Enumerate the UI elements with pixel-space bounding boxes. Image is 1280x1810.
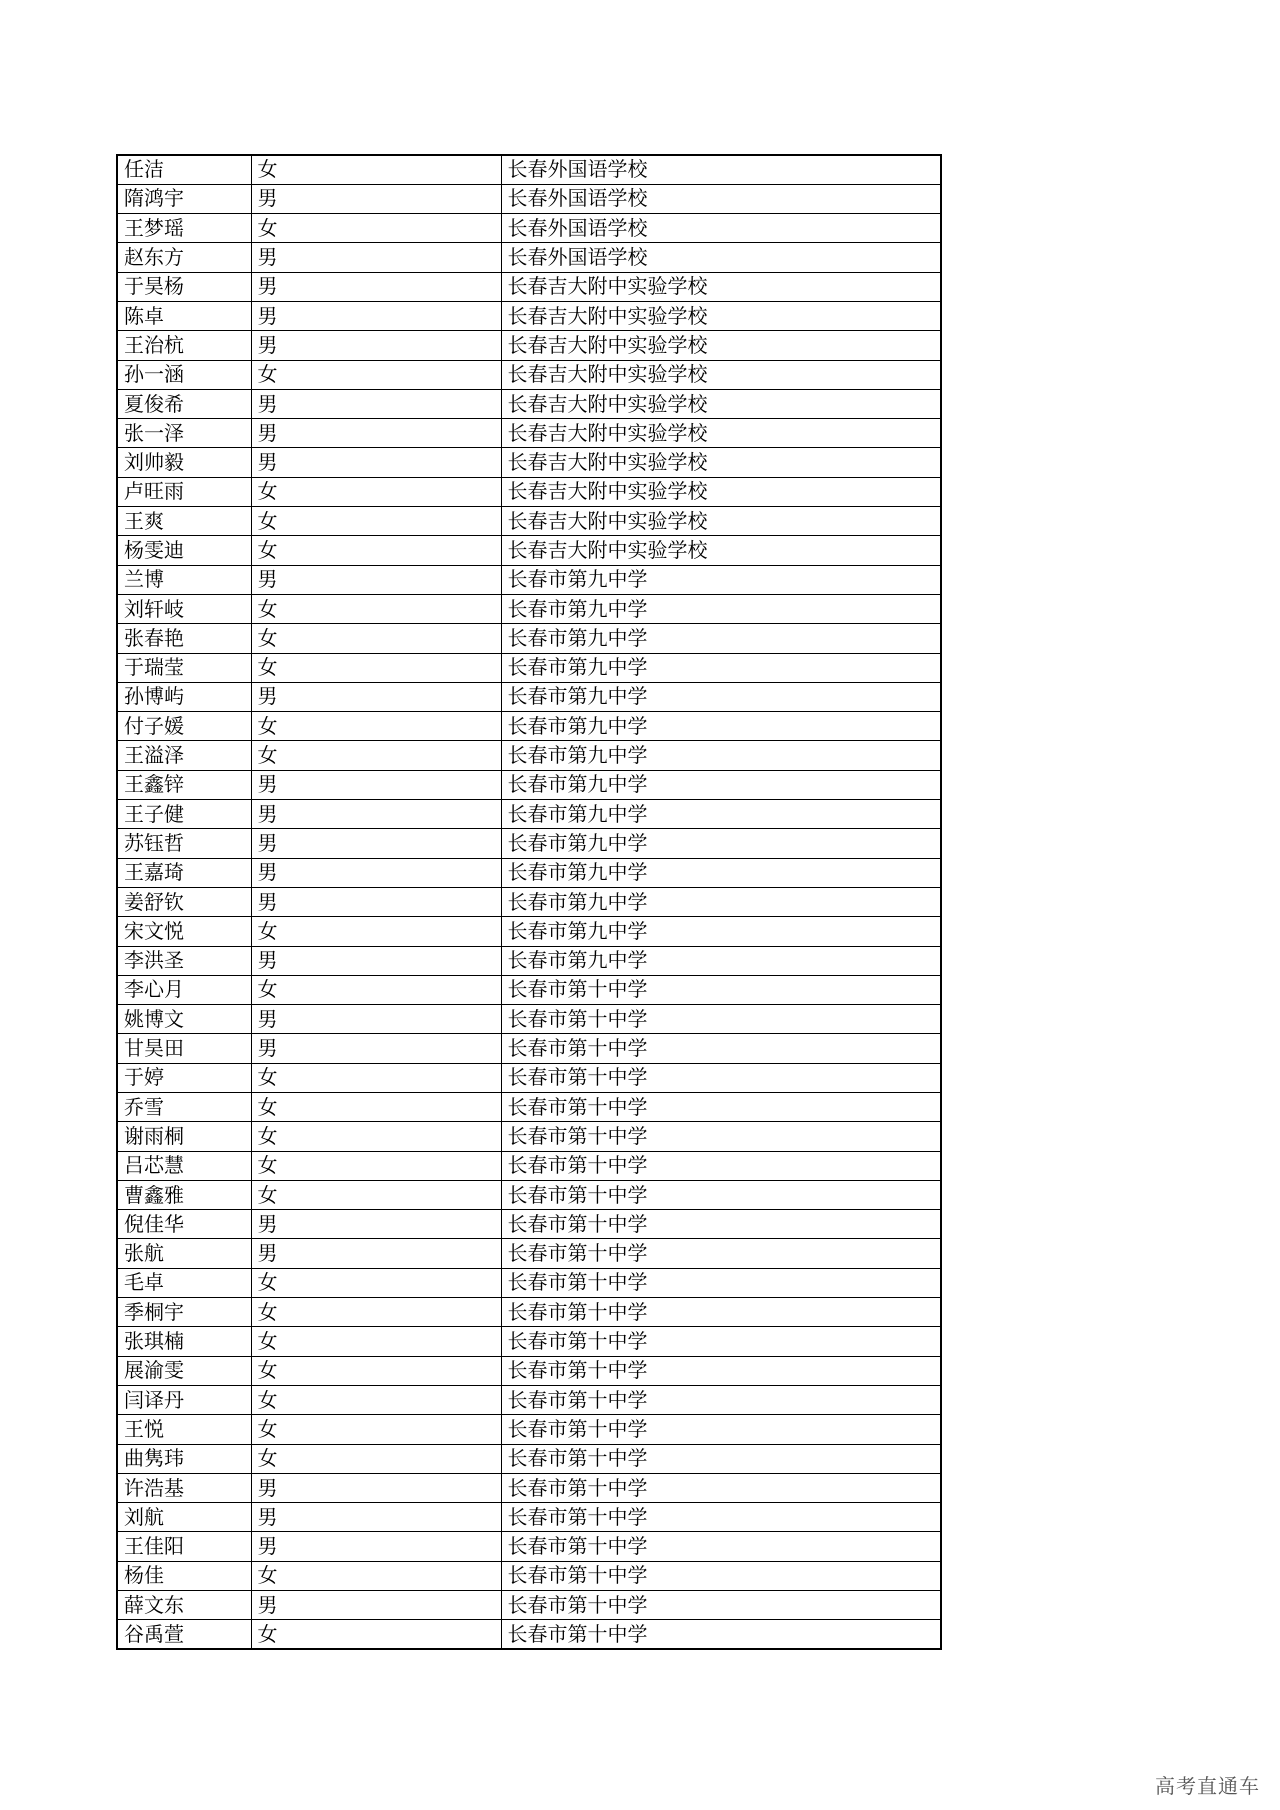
school-cell: 长春市第十中学 (501, 1503, 941, 1532)
table-row (117, 1385, 941, 1414)
gender-cell: 男 (251, 858, 501, 887)
student-name-cell: 刘航 (117, 1503, 251, 1532)
table-row (117, 1327, 941, 1356)
school-cell: 长春市第九中学 (501, 594, 941, 623)
gender-cell: 女 (251, 653, 501, 682)
roster-body (117, 155, 941, 1649)
table-row (117, 301, 941, 330)
table-row (117, 712, 941, 741)
table-row (117, 331, 941, 360)
school-cell: 长春市第九中学 (501, 917, 941, 946)
school-cell: 长春外国语学校 (501, 243, 941, 272)
gender-cell: 男 (251, 1005, 501, 1034)
gender-cell: 女 (251, 214, 501, 243)
table-row (117, 1298, 941, 1327)
gender-cell: 男 (251, 184, 501, 213)
student-name-cell: 陈卓 (117, 301, 251, 330)
gender-cell: 男 (251, 800, 501, 829)
table-row (117, 1591, 941, 1620)
gender-cell: 男 (251, 1034, 501, 1063)
student-name-cell: 王鑫锌 (117, 770, 251, 799)
table-row (117, 975, 941, 1004)
student-name-cell: 谷禹萱 (117, 1620, 251, 1649)
student-name-cell: 王佳阳 (117, 1532, 251, 1561)
school-cell: 长春市第九中学 (501, 653, 941, 682)
table-row (117, 1532, 941, 1561)
table-row (117, 536, 941, 565)
student-name-cell: 卢旺雨 (117, 477, 251, 506)
school-cell: 长春外国语学校 (501, 214, 941, 243)
school-cell: 长春吉大附中实验学校 (501, 448, 941, 477)
student-name-cell: 宋文悦 (117, 917, 251, 946)
school-cell: 长春市第九中学 (501, 800, 941, 829)
table-row (117, 917, 941, 946)
gender-cell: 女 (251, 712, 501, 741)
gender-cell: 女 (251, 477, 501, 506)
gender-cell: 男 (251, 682, 501, 711)
school-cell: 长春市第十中学 (501, 1093, 941, 1122)
table-row (117, 360, 941, 389)
table-row (117, 389, 941, 418)
school-cell: 长春市第十中学 (501, 1268, 941, 1297)
watermark-text: 高考直通车 (1155, 1774, 1260, 1798)
table-row (117, 1093, 941, 1122)
school-cell: 长春市第九中学 (501, 741, 941, 770)
table-row (117, 682, 941, 711)
gender-cell: 女 (251, 507, 501, 536)
table-row (117, 741, 941, 770)
school-cell: 长春市第十中学 (501, 1415, 941, 1444)
student-name-cell: 毛卓 (117, 1268, 251, 1297)
gender-cell: 女 (251, 1063, 501, 1092)
student-name-cell: 于瑞莹 (117, 653, 251, 682)
gender-cell: 男 (251, 565, 501, 594)
student-name-cell: 王梦瑶 (117, 214, 251, 243)
school-cell: 长春市第十中学 (501, 975, 941, 1004)
school-cell: 长春市第十中学 (501, 1532, 941, 1561)
student-name-cell: 王治杭 (117, 331, 251, 360)
student-name-cell: 薛文东 (117, 1591, 251, 1620)
gender-cell: 女 (251, 1444, 501, 1473)
table-row (117, 1034, 941, 1063)
student-name-cell: 赵东方 (117, 243, 251, 272)
gender-cell: 女 (251, 594, 501, 623)
student-name-cell: 李洪圣 (117, 946, 251, 975)
school-cell: 长春吉大附中实验学校 (501, 331, 941, 360)
gender-cell: 男 (251, 946, 501, 975)
school-cell: 长春市第九中学 (501, 624, 941, 653)
student-name-cell: 展渝雯 (117, 1356, 251, 1385)
gender-cell: 女 (251, 917, 501, 946)
table-row (117, 1268, 941, 1297)
school-cell: 长春市第十中学 (501, 1210, 941, 1239)
student-name-cell: 于昊杨 (117, 272, 251, 301)
school-cell: 长春市第十中学 (501, 1620, 941, 1649)
table-row (117, 1239, 941, 1268)
gender-cell: 女 (251, 1385, 501, 1414)
student-name-cell: 王子健 (117, 800, 251, 829)
school-cell: 长春市第九中学 (501, 829, 941, 858)
table-row (117, 653, 941, 682)
table-row (117, 1561, 941, 1590)
gender-cell: 女 (251, 1268, 501, 1297)
student-name-cell: 王嘉琦 (117, 858, 251, 887)
school-cell: 长春市第九中学 (501, 946, 941, 975)
table-row (117, 507, 941, 536)
school-cell: 长春吉大附中实验学校 (501, 419, 941, 448)
student-name-cell: 张春艳 (117, 624, 251, 653)
gender-cell: 女 (251, 1561, 501, 1590)
school-cell: 长春市第九中学 (501, 682, 941, 711)
table-row (117, 1180, 941, 1209)
student-name-cell: 孙一涵 (117, 360, 251, 389)
table-row (117, 1122, 941, 1151)
student-name-cell: 谢雨桐 (117, 1122, 251, 1151)
gender-cell: 男 (251, 1239, 501, 1268)
school-cell: 长春吉大附中实验学校 (501, 477, 941, 506)
school-cell: 长春市第十中学 (501, 1385, 941, 1414)
gender-cell: 男 (251, 331, 501, 360)
school-cell: 长春市第十中学 (501, 1063, 941, 1092)
gender-cell: 女 (251, 1122, 501, 1151)
gender-cell: 男 (251, 829, 501, 858)
table-row (117, 1005, 941, 1034)
table-row (117, 419, 941, 448)
table-row (117, 214, 941, 243)
student-name-cell: 杨雯迪 (117, 536, 251, 565)
gender-cell: 女 (251, 155, 501, 184)
school-cell: 长春市第十中学 (501, 1034, 941, 1063)
school-cell: 长春外国语学校 (501, 155, 941, 184)
gender-cell: 女 (251, 1620, 501, 1649)
gender-cell: 女 (251, 1298, 501, 1327)
table-row (117, 887, 941, 916)
gender-cell: 女 (251, 536, 501, 565)
school-cell: 长春市第十中学 (501, 1239, 941, 1268)
school-cell: 长春市第十中学 (501, 1327, 941, 1356)
student-name-cell: 李心月 (117, 975, 251, 1004)
student-name-cell: 王悦 (117, 1415, 251, 1444)
student-name-cell: 孙博屿 (117, 682, 251, 711)
gender-cell: 男 (251, 1532, 501, 1561)
school-cell: 长春市第十中学 (501, 1180, 941, 1209)
gender-cell: 男 (251, 770, 501, 799)
student-name-cell: 季桐宇 (117, 1298, 251, 1327)
table-row (117, 272, 941, 301)
student-name-cell: 张琪楠 (117, 1327, 251, 1356)
table-row (117, 800, 941, 829)
table-row (117, 858, 941, 887)
table-row (117, 1151, 941, 1180)
school-cell: 长春吉大附中实验学校 (501, 536, 941, 565)
gender-cell: 女 (251, 360, 501, 389)
student-name-cell: 张一泽 (117, 419, 251, 448)
school-cell: 长春市第十中学 (501, 1561, 941, 1590)
gender-cell: 女 (251, 1327, 501, 1356)
gender-cell: 男 (251, 1591, 501, 1620)
gender-cell: 男 (251, 1503, 501, 1532)
school-cell: 长春市第九中学 (501, 712, 941, 741)
school-cell: 长春外国语学校 (501, 184, 941, 213)
gender-cell: 男 (251, 1473, 501, 1502)
student-name-cell: 张航 (117, 1239, 251, 1268)
school-cell: 长春吉大附中实验学校 (501, 360, 941, 389)
table-row (117, 1503, 941, 1532)
student-name-cell: 夏俊希 (117, 389, 251, 418)
gender-cell: 女 (251, 1356, 501, 1385)
table-row (117, 624, 941, 653)
school-cell: 长春市第十中学 (501, 1005, 941, 1034)
student-name-cell: 杨佳 (117, 1561, 251, 1590)
school-cell: 长春市第十中学 (501, 1298, 941, 1327)
student-name-cell: 姚博文 (117, 1005, 251, 1034)
table-row (117, 1444, 941, 1473)
school-cell: 长春市第十中学 (501, 1122, 941, 1151)
student-name-cell: 乔雪 (117, 1093, 251, 1122)
school-cell: 长春市第十中学 (501, 1591, 941, 1620)
school-cell: 长春市第九中学 (501, 565, 941, 594)
student-name-cell: 曹鑫雅 (117, 1180, 251, 1209)
table-row (117, 594, 941, 623)
student-name-cell: 付子媛 (117, 712, 251, 741)
table-row (117, 1620, 941, 1649)
table-row (117, 946, 941, 975)
gender-cell: 女 (251, 1180, 501, 1209)
gender-cell: 男 (251, 448, 501, 477)
table-row (117, 1473, 941, 1502)
gender-cell: 男 (251, 243, 501, 272)
table-row (117, 1356, 941, 1385)
student-name-cell: 姜舒钦 (117, 887, 251, 916)
student-name-cell: 吕芯慧 (117, 1151, 251, 1180)
table-row (117, 770, 941, 799)
gender-cell: 男 (251, 419, 501, 448)
student-name-cell: 倪佳华 (117, 1210, 251, 1239)
school-cell: 长春市第十中学 (501, 1356, 941, 1385)
school-cell: 长春市第九中学 (501, 858, 941, 887)
table-row (117, 155, 941, 184)
table-row (117, 565, 941, 594)
gender-cell: 男 (251, 301, 501, 330)
school-cell: 长春市第十中学 (501, 1444, 941, 1473)
school-cell: 长春吉大附中实验学校 (501, 301, 941, 330)
student-name-cell: 许浩基 (117, 1473, 251, 1502)
gender-cell: 男 (251, 389, 501, 418)
school-cell: 长春市第十中学 (501, 1151, 941, 1180)
school-cell: 长春吉大附中实验学校 (501, 272, 941, 301)
gender-cell: 女 (251, 1093, 501, 1122)
student-name-cell: 闫译丹 (117, 1385, 251, 1414)
student-name-cell: 苏钰哲 (117, 829, 251, 858)
student-name-cell: 刘轩岐 (117, 594, 251, 623)
gender-cell: 男 (251, 272, 501, 301)
table-row (117, 477, 941, 506)
table-row (117, 1063, 941, 1092)
gender-cell: 女 (251, 624, 501, 653)
gender-cell: 男 (251, 887, 501, 916)
table-row (117, 448, 941, 477)
student-name-cell: 曲隽玮 (117, 1444, 251, 1473)
student-name-cell: 甘昊田 (117, 1034, 251, 1063)
student-name-cell: 于婷 (117, 1063, 251, 1092)
table-row (117, 243, 941, 272)
school-cell: 长春市第九中学 (501, 770, 941, 799)
school-cell: 长春吉大附中实验学校 (501, 507, 941, 536)
student-name-cell: 王溢泽 (117, 741, 251, 770)
student-name-cell: 刘帅毅 (117, 448, 251, 477)
gender-cell: 女 (251, 1151, 501, 1180)
student-name-cell: 隋鸿宇 (117, 184, 251, 213)
gender-cell: 男 (251, 1210, 501, 1239)
school-cell: 长春吉大附中实验学校 (501, 389, 941, 418)
student-name-cell: 王爽 (117, 507, 251, 536)
student-name-cell: 兰博 (117, 565, 251, 594)
school-cell: 长春市第十中学 (501, 1473, 941, 1502)
gender-cell: 女 (251, 741, 501, 770)
student-name-cell: 任洁 (117, 155, 251, 184)
student-roster-table (116, 154, 942, 1650)
table-row (117, 184, 941, 213)
school-cell: 长春市第九中学 (501, 887, 941, 916)
table-row (117, 829, 941, 858)
gender-cell: 女 (251, 975, 501, 1004)
table-row (117, 1415, 941, 1444)
gender-cell: 女 (251, 1415, 501, 1444)
table-row (117, 1210, 941, 1239)
